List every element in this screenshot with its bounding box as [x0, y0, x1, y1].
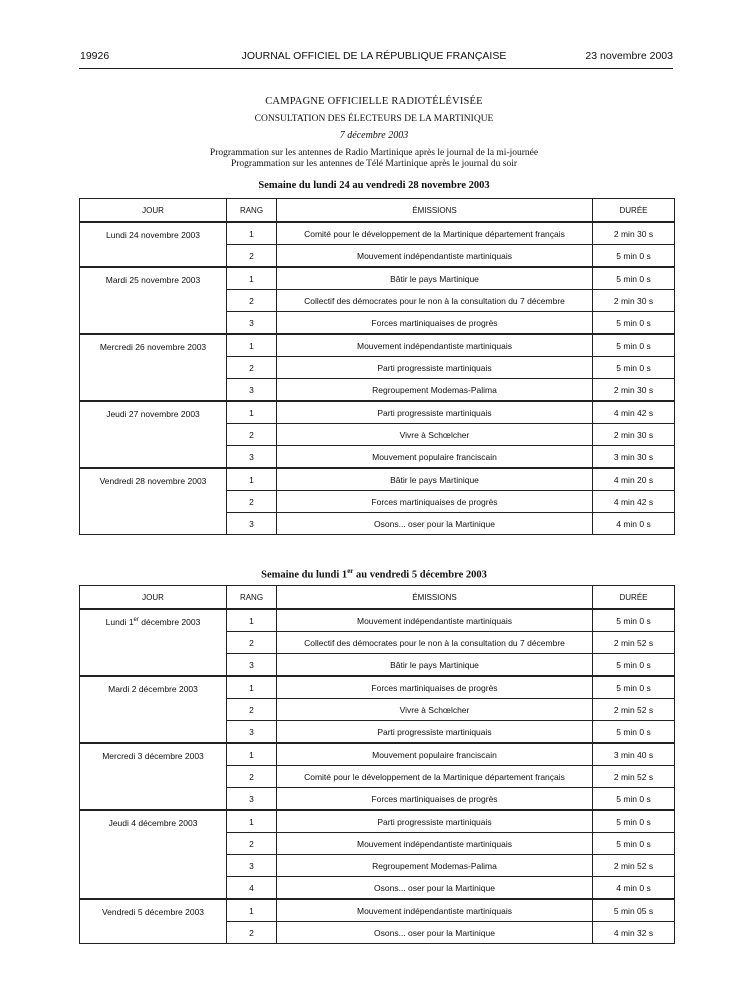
emission-cell: Forces martiniquaises de progrès	[277, 676, 593, 699]
table-header-row	[80, 199, 675, 223]
table-row	[80, 334, 675, 357]
rank-cell: 3	[227, 446, 277, 469]
rank-cell: 1	[227, 401, 277, 424]
duration-cell: 2 min 52 s	[593, 855, 675, 877]
rank-cell: 1	[227, 334, 277, 357]
col-duree-header: DURÉE	[593, 586, 675, 610]
col-rang-header: RANG	[227, 199, 277, 223]
duration-cell: 5 min 0 s	[593, 312, 675, 335]
emission-cell: Vivre à Schœlcher	[277, 424, 593, 446]
page-header	[0, 50, 748, 64]
duration-cell: 4 min 42 s	[593, 491, 675, 513]
table-row	[80, 222, 675, 245]
table-row	[80, 609, 675, 632]
day-cell: Jeudi 4 décembre 2003	[80, 810, 227, 899]
campaign-title: CAMPAGNE OFFICIELLE RADIOTÉLÉVISÉE	[265, 96, 483, 107]
schedule-table-week-1	[79, 198, 675, 535]
rank-cell: 1	[227, 676, 277, 699]
header-rule	[79, 68, 673, 69]
duration-cell: 5 min 0 s	[593, 334, 675, 357]
rank-cell: 2	[227, 833, 277, 855]
rank-cell: 1	[227, 267, 277, 290]
table-row	[80, 899, 675, 922]
emission-cell: Mouvement indépendantiste martiniquais	[277, 899, 593, 922]
emission-cell: Collectif des démocrates pour le non à la consultation du 7 décembre	[277, 290, 593, 312]
day-cell: Mardi 2 décembre 2003	[80, 676, 227, 743]
rank-cell: 1	[227, 899, 277, 922]
week-2-title-sup: er	[347, 567, 354, 575]
duration-cell: 5 min 0 s	[593, 788, 675, 811]
rank-cell: 1	[227, 468, 277, 491]
emission-cell: Parti progressiste martiniquais	[277, 357, 593, 379]
duration-cell: 5 min 0 s	[593, 654, 675, 677]
table-row	[80, 468, 675, 491]
day-cell: Vendredi 28 novembre 2003	[80, 468, 227, 535]
duration-cell: 2 min 52 s	[593, 699, 675, 721]
journal-title: JOURNAL OFFICIEL DE LA RÉPUBLIQUE FRANÇAISE	[241, 50, 507, 62]
duration-cell: 2 min 30 s	[593, 379, 675, 402]
emission-cell: Mouvement indépendantiste martiniquais	[277, 334, 593, 357]
day-cell: Lundi 24 novembre 2003	[80, 222, 227, 267]
document-titles	[0, 96, 748, 170]
col-emissions-header: ÉMISSIONS	[277, 199, 593, 223]
emission-cell: Comité pour le développement de la Martinique département français	[277, 222, 593, 245]
table-row	[80, 743, 675, 766]
week-1-title: Semaine du lundi 24 au vendredi 28 novembre 2003	[258, 180, 490, 191]
emission-cell: Mouvement indépendantiste martiniquais	[277, 833, 593, 855]
duration-cell: 5 min 0 s	[593, 609, 675, 632]
duration-cell: 2 min 30 s	[593, 424, 675, 446]
day-label-sup: er	[133, 617, 139, 624]
emission-cell: Bâtir le pays Martinique	[277, 267, 593, 290]
emission-cell: Parti progressiste martiniquais	[277, 810, 593, 833]
week-2-title-part2: au vendredi 5 décembre 2003	[353, 569, 487, 581]
duration-cell: 5 min 0 s	[593, 357, 675, 379]
day-cell: Jeudi 27 novembre 2003	[80, 401, 227, 468]
col-emissions-header: ÉMISSIONS	[277, 586, 593, 610]
rank-cell: 3	[227, 855, 277, 877]
duration-cell: 5 min 05 s	[593, 899, 675, 922]
emission-cell: Parti progressiste martiniquais	[277, 401, 593, 424]
emission-cell: Osons... oser pour la Martinique	[277, 877, 593, 900]
day-cell: Mercredi 26 novembre 2003	[80, 334, 227, 401]
emission-cell: Collectif des démocrates pour le non à la consultation du 7 décembre	[277, 632, 593, 654]
duration-cell: 5 min 0 s	[593, 721, 675, 744]
emission-cell: Osons... oser pour la Martinique	[277, 513, 593, 535]
emission-cell: Regroupement Modemas-Palima	[277, 379, 593, 402]
rank-cell: 3	[227, 312, 277, 335]
schedule-table-week-2	[79, 585, 675, 944]
day-cell: Mardi 25 novembre 2003	[80, 267, 227, 334]
tele-programming-line: Programmation sur les antennes de Télé Martinique après le journal du soir	[230, 159, 518, 169]
duration-cell: 4 min 32 s	[593, 922, 675, 944]
week-2-title-part1: Semaine du lundi 1	[261, 569, 348, 581]
rank-cell: 2	[227, 290, 277, 312]
duration-cell: 3 min 30 s	[593, 446, 675, 469]
rank-cell: 2	[227, 491, 277, 513]
vote-date: 7 décembre 2003	[339, 130, 409, 141]
rank-cell: 2	[227, 699, 277, 721]
rank-cell: 1	[227, 743, 277, 766]
emission-cell: Forces martiniquaises de progrès	[277, 491, 593, 513]
table-row	[80, 401, 675, 424]
duration-cell: 4 min 0 s	[593, 877, 675, 900]
emission-cell: Mouvement indépendantiste martiniquais	[277, 245, 593, 268]
emission-cell: Bâtir le pays Martinique	[277, 654, 593, 677]
rank-cell: 2	[227, 245, 277, 268]
rank-cell: 3	[227, 379, 277, 402]
duration-cell: 4 min 0 s	[593, 513, 675, 535]
table-header-row	[80, 586, 675, 610]
duration-cell: 2 min 52 s	[593, 632, 675, 654]
table-row	[80, 676, 675, 699]
emission-cell: Mouvement populaire franciscain	[277, 446, 593, 469]
col-rang-header: RANG	[227, 586, 277, 610]
duration-cell: 5 min 0 s	[593, 833, 675, 855]
rank-cell: 3	[227, 788, 277, 811]
publication-date: 23 novembre 2003	[585, 50, 673, 62]
duration-cell: 4 min 42 s	[593, 401, 675, 424]
emission-cell: Mouvement indépendantiste martiniquais	[277, 609, 593, 632]
rank-cell: 2	[227, 632, 277, 654]
duration-cell: 5 min 0 s	[593, 267, 675, 290]
rank-cell: 1	[227, 609, 277, 632]
page-number: 19926	[80, 50, 110, 62]
duration-cell: 2 min 30 s	[593, 222, 675, 245]
emission-cell: Parti progressiste martiniquais	[277, 721, 593, 744]
day-cell: Vendredi 5 décembre 2003	[80, 899, 227, 944]
duration-cell: 5 min 0 s	[593, 676, 675, 699]
emission-cell: Regroupement Modemas-Palima	[277, 855, 593, 877]
rank-cell: 2	[227, 922, 277, 944]
col-jour-header: JOUR	[80, 199, 227, 223]
rank-cell: 2	[227, 357, 277, 379]
duration-cell: 3 min 40 s	[593, 743, 675, 766]
day-cell	[80, 609, 227, 676]
duration-cell: 4 min 20 s	[593, 468, 675, 491]
col-jour-header: JOUR	[80, 586, 227, 610]
table-row	[80, 267, 675, 290]
week-2-title	[0, 567, 748, 581]
emission-cell: Comité pour le développement de la Martinique département français	[277, 766, 593, 788]
rank-cell: 3	[227, 721, 277, 744]
emission-cell: Vivre à Schœlcher	[277, 699, 593, 721]
emission-cell: Forces martiniquaises de progrès	[277, 788, 593, 811]
col-duree-header: DURÉE	[593, 199, 675, 223]
day-label-part1: Lundi 1	[105, 617, 134, 627]
day-label-part2: décembre 2003	[138, 617, 201, 627]
consultation-title: CONSULTATION DES ÉLECTEURS DE LA MARTINIQUE	[254, 114, 494, 124]
duration-cell: 5 min 0 s	[593, 810, 675, 833]
rank-cell: 1	[227, 810, 277, 833]
duration-cell: 5 min 0 s	[593, 245, 675, 268]
duration-cell: 2 min 30 s	[593, 290, 675, 312]
duration-cell: 2 min 52 s	[593, 766, 675, 788]
table-row	[80, 810, 675, 833]
emission-cell: Mouvement populaire franciscain	[277, 743, 593, 766]
emission-cell: Bâtir le pays Martinique	[277, 468, 593, 491]
rank-cell: 3	[227, 513, 277, 535]
rank-cell: 2	[227, 766, 277, 788]
day-cell: Mercredi 3 décembre 2003	[80, 743, 227, 810]
radio-programming-line: Programmation sur les antennes de Radio Martinique après le journal de la mi-journée	[209, 148, 539, 158]
emission-cell: Osons... oser pour la Martinique	[277, 922, 593, 944]
rank-cell: 3	[227, 654, 277, 677]
rank-cell: 2	[227, 424, 277, 446]
rank-cell: 1	[227, 222, 277, 245]
emission-cell: Forces martiniquaises de progrès	[277, 312, 593, 335]
rank-cell: 4	[227, 877, 277, 900]
